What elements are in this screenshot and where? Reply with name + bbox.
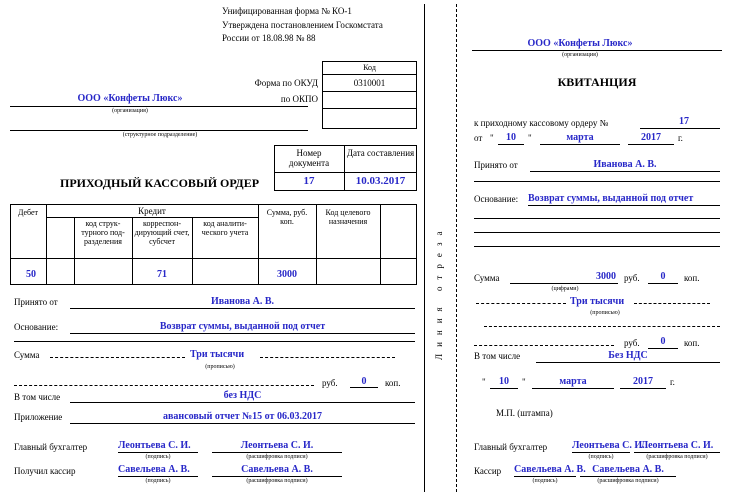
receipt-org-name: ООО «Конфеты Люкс» xyxy=(527,38,633,49)
receipt-year-2: 2017 xyxy=(633,376,653,387)
receipt-month: марта xyxy=(566,132,594,143)
sum-words: Три тысячи xyxy=(190,349,245,360)
corr-value: 71 xyxy=(157,269,167,280)
code-structural-header: код струк-турного под-разделения xyxy=(81,219,125,246)
debit-value: 50 xyxy=(26,269,36,280)
approved-date: России от 18.08.98 № 88 xyxy=(222,33,316,43)
okud-label: Форма по ОКУД xyxy=(254,78,318,88)
debit-header: Дебет xyxy=(17,208,39,217)
receipt-cashier-sign: Савельева А. В. xyxy=(514,464,586,475)
analytic-code-header: код аналити-ческого учета xyxy=(201,219,249,237)
receipt-year-suffix-2: г. xyxy=(670,377,675,387)
doc-date: 10.03.2017 xyxy=(355,175,406,187)
receipt-cashier-label: Кассир xyxy=(474,466,502,476)
received-value: Иванова А. В. xyxy=(211,296,274,307)
receipt-cashier-decode-caption: (расшифровка подписи) xyxy=(597,478,659,484)
received-label: Принято от xyxy=(14,297,58,307)
okpo-label: по ОКПО xyxy=(280,94,318,104)
receipt-day-2: 10 xyxy=(499,376,509,387)
receipt-words-caption: (прописью) xyxy=(590,310,620,316)
chief-sign-caption: (подпись) xyxy=(145,454,171,460)
receipt-month-2: марта xyxy=(559,376,587,387)
code-label: Код xyxy=(363,63,376,72)
kop-label: коп. xyxy=(385,378,401,388)
receipt-year: 2017 xyxy=(641,132,661,143)
org-caption: (организация) xyxy=(112,108,148,114)
receipt-sum-label: Сумма xyxy=(474,273,500,283)
receipt-basis-value: Возврат суммы, выданной под отчет xyxy=(528,193,694,204)
form-title: Унифицированная форма № КО-1 xyxy=(222,6,352,16)
cashier-label: Получил кассир xyxy=(14,466,76,476)
receipt-cashier-sign-caption: (подпись) xyxy=(532,478,558,484)
rub-label: руб. xyxy=(322,378,338,388)
receipt-quote-2: " xyxy=(528,133,532,143)
receipt-vat-value: Без НДС xyxy=(608,350,648,361)
receipt-quote-4: " xyxy=(522,377,526,387)
chief-label: Главный бухгалтер xyxy=(14,442,88,452)
target-code-header: Код целевого назначения xyxy=(325,208,371,226)
approved-text: Утверждена постановлением Госкомстата xyxy=(222,20,383,30)
receipt-year-suffix: г. xyxy=(678,133,683,143)
receipt-org-caption: (организация) xyxy=(562,52,598,58)
receipt-chief-name: Леонтьева С. И. xyxy=(640,440,714,451)
credit-header: Кредит xyxy=(138,206,166,216)
receipt-chief-decode-caption: (расшифровка подписи) xyxy=(646,454,708,460)
vat-value: без НДС xyxy=(223,390,262,401)
receipt-kop-label: коп. xyxy=(684,273,700,283)
receipt-chief-label: Главный бухгалтер xyxy=(474,442,548,452)
vat-label: В том числе xyxy=(14,392,61,402)
receipt-received-value: Иванова А. В. xyxy=(593,159,657,170)
cashier-sign-caption: (подпись) xyxy=(145,478,171,484)
receipt-quote-1: " xyxy=(490,133,494,143)
receipt-kop-value: 0 xyxy=(660,271,666,282)
receipt-rub-label-2: руб. xyxy=(624,338,640,348)
sum-label: Сумма xyxy=(14,350,40,360)
appendix-value: авансовый отчет №15 от 06.03.2017 xyxy=(163,411,322,422)
cut-line-label: Линия отреза xyxy=(434,224,444,360)
receipt-day: 10 xyxy=(506,132,516,143)
cashier-decode-caption: (расшифровка подписи) xyxy=(246,478,308,484)
order-title: ПРИХОДНЫЙ КАССОВЫЙ ОРДЕР xyxy=(60,176,260,190)
cashier-sign: Савельева А. В. xyxy=(118,464,190,475)
corr-account-header: корреспон-дирующий счет, субсчет xyxy=(134,219,190,246)
receipt-order-number: 17 xyxy=(679,116,689,127)
org-name: ООО «Конфеты Люкс» xyxy=(77,93,183,104)
receipt-from-label: от xyxy=(474,133,483,143)
receipt-kop-label-2: коп. xyxy=(684,338,700,348)
receipt-vat-label: В том числе xyxy=(474,351,521,361)
receipt-basis-label: Основание: xyxy=(474,194,519,204)
receipt-cashier-name: Савельева А. В. xyxy=(592,464,664,475)
receipt-words-value: Три тысячи xyxy=(570,296,625,307)
receipt-quote-3: " xyxy=(482,377,486,387)
doc-date-label: Дата составления xyxy=(346,148,415,158)
basis-label: Основание: xyxy=(14,322,59,332)
receipt-digits-caption: (цифрами) xyxy=(551,286,579,292)
receipt-received-label: Принято от xyxy=(474,160,518,170)
sum-value: 3000 xyxy=(277,269,297,280)
receipt-sum-value: 3000 xyxy=(596,271,616,282)
words-caption: (прописью) xyxy=(205,364,235,370)
kop-value: 0 xyxy=(361,376,367,387)
cashier-name: Савельева А. В. xyxy=(241,464,313,475)
left-border xyxy=(424,4,425,492)
sum-header: Сумма, руб. коп. xyxy=(266,208,308,226)
receipt-title: КВИТАНЦИЯ xyxy=(557,75,637,89)
okud-value: 0310001 xyxy=(353,78,386,88)
receipt-stamp: М.П. (штампа) xyxy=(496,408,553,418)
division-caption: (структурное подразделение) xyxy=(122,132,198,138)
cut-line xyxy=(456,4,457,492)
doc-number: 17 xyxy=(303,175,315,187)
appendix-label: Приложение xyxy=(14,412,63,422)
basis-value: Возврат суммы, выданной под отчет xyxy=(159,321,326,332)
receipt-chief-sign-caption: (подпись) xyxy=(588,454,614,460)
receipt-chief-sign: Леонтьева С. И. xyxy=(572,440,645,451)
chief-sign: Леонтьева С. И. xyxy=(118,440,191,451)
receipt-rub-label: руб. xyxy=(624,273,640,283)
doc-number-label: Номер документа xyxy=(288,148,330,168)
chief-name: Леонтьева С. И. xyxy=(240,440,314,451)
chief-decode-caption: (расшифровка подписи) xyxy=(246,454,308,460)
receipt-to-order: к приходному кассовому ордеру № xyxy=(474,118,609,128)
receipt-kop-value-2: 0 xyxy=(660,336,666,347)
